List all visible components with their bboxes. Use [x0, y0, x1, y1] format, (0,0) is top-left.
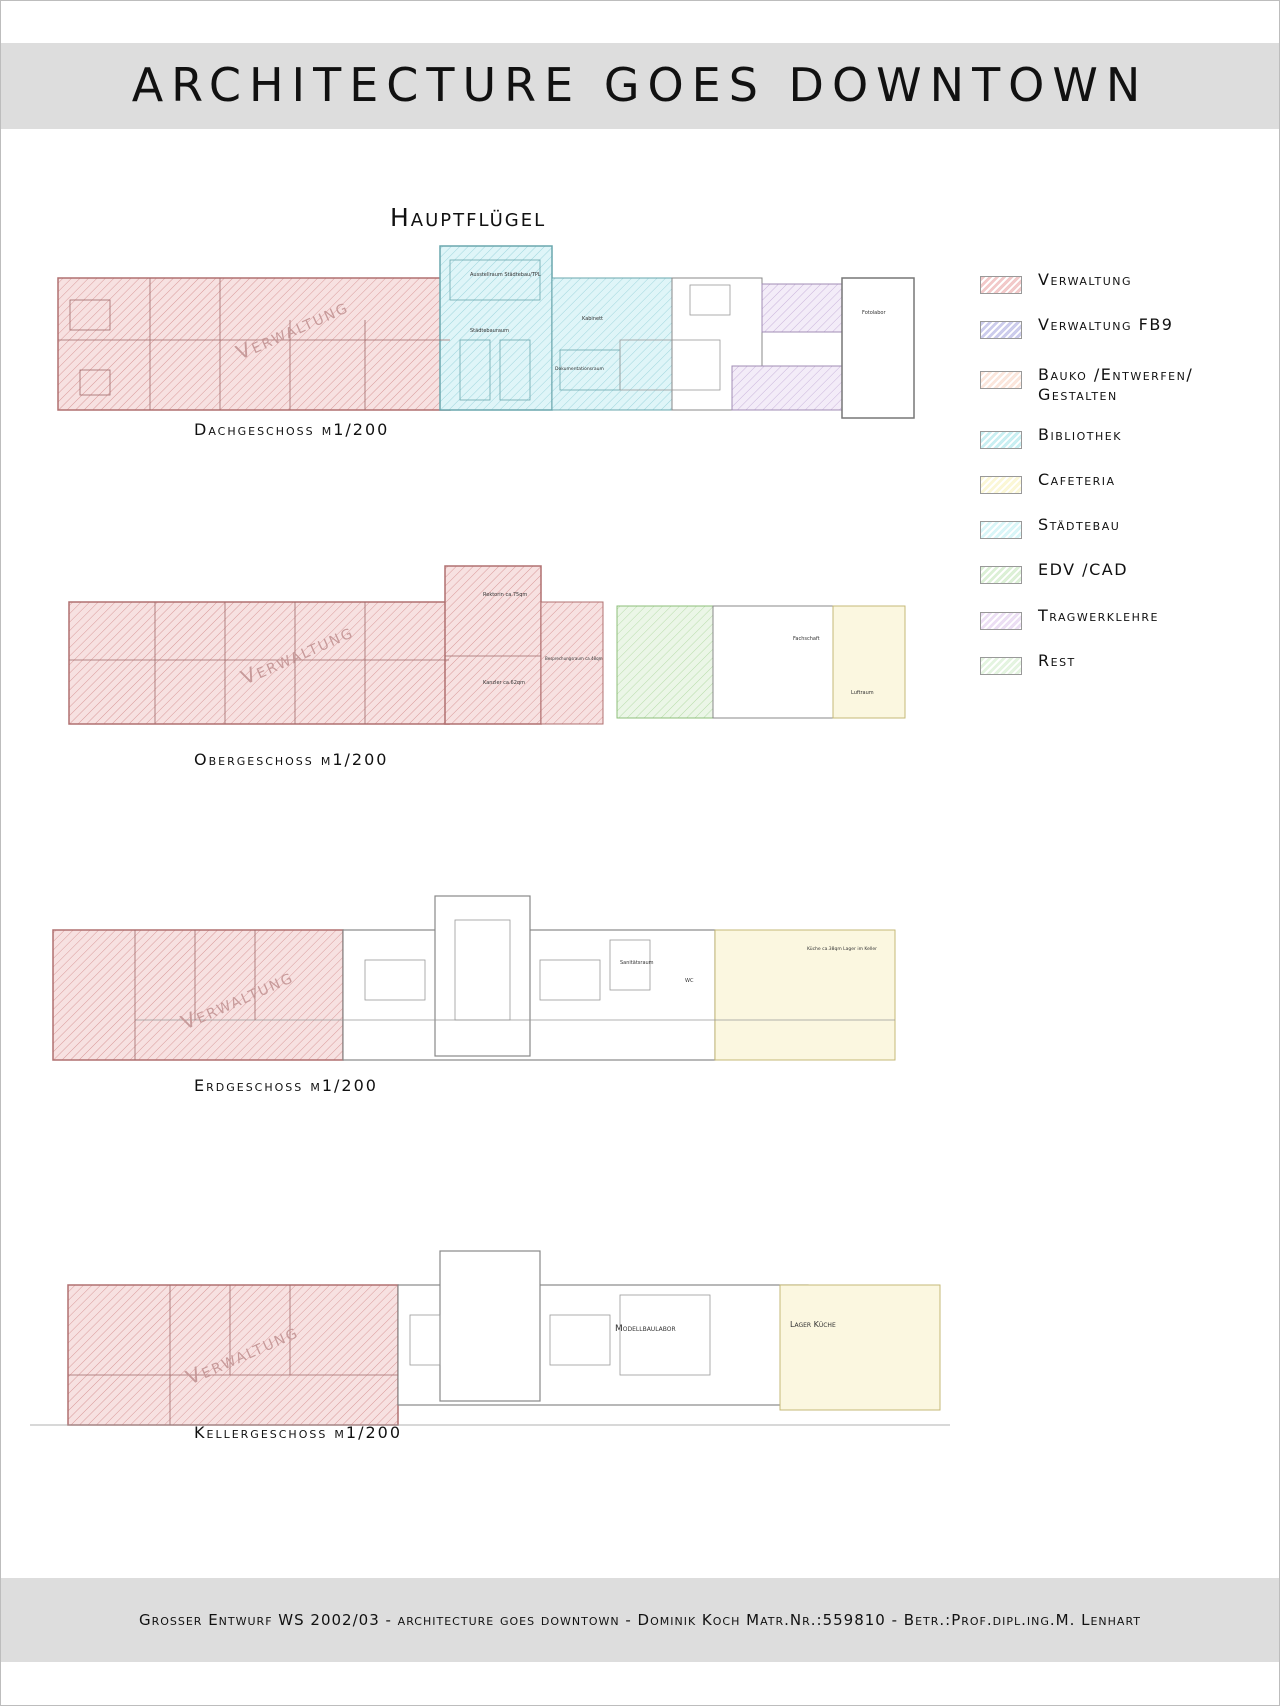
legend-label: Verwaltung FB9: [1038, 315, 1174, 334]
wing-label: Verwaltung: [182, 1318, 302, 1390]
page-title: ARCHITECTURE GOES DOWNTOWN: [131, 58, 1149, 112]
room-label: Küche ca.38qm Lager im Keller: [807, 947, 878, 952]
floor-label-obergeschoss: Obergeschoss m1/200: [194, 750, 389, 769]
room-label: Modellbaulabor: [615, 1324, 676, 1334]
section-title: Hauptflügel: [390, 203, 547, 232]
wing-label: Verwaltung: [232, 293, 352, 365]
legend-swatch: [980, 566, 1022, 584]
floor-plan-obergeschoss: [55, 560, 925, 740]
room-label: Sanitätsraum: [620, 960, 654, 966]
legend-label: Bibliothek: [1038, 425, 1122, 444]
legend-label: Cafeteria: [1038, 470, 1116, 489]
legend-swatch: [980, 371, 1022, 389]
legend-label: Städtebau: [1038, 515, 1121, 534]
room-label: Ausstellraum Städtebau/TPL: [470, 272, 541, 278]
room-label: WC: [685, 978, 694, 984]
room-label: Fachschaft: [793, 636, 820, 642]
legend-swatch: [980, 476, 1022, 494]
legend-swatch: [980, 321, 1022, 339]
floor-plan-erdgeschoss: [45, 890, 925, 1070]
legend-label: EDV /CAD: [1038, 560, 1129, 579]
room-label: Fotolabor: [862, 310, 886, 316]
legend-label: Verwaltung: [1038, 270, 1133, 289]
room-label: Lager Küche: [790, 1320, 836, 1329]
legend-swatch: [980, 276, 1022, 294]
room-label: Städtebauraum: [470, 328, 509, 334]
legend-swatch: [980, 521, 1022, 539]
room-label: Luftraum: [851, 690, 874, 696]
floor-label-dachgeschoss: Dachgeschoss m1/200: [194, 420, 390, 439]
floor-label-erdgeschoss: Erdgeschoss m1/200: [194, 1076, 378, 1095]
legend-label: Bauko /Entwerfen/ Gestalten: [1038, 365, 1194, 404]
footer-text: Grosser Entwurf WS 2002/03 - architecture goes downtown - Dominik Koch Matr.Nr.:559810 - Betr.:Prof.dipl.ing.M. Lenhart: [138, 1611, 1142, 1629]
room-label: Rektorin ca.75qm: [483, 592, 528, 598]
wing-label: Verwaltung: [177, 963, 297, 1035]
legend-label: Tragwerklehre: [1038, 606, 1159, 625]
floor-plan-kellergeschoss: [30, 1245, 950, 1430]
floor-label-kellergeschoss: Kellergeschoss m1/200: [194, 1423, 403, 1442]
room-label: Besprechungsraum ca.48qm: [545, 656, 603, 661]
wing-label: Verwaltung: [237, 618, 357, 690]
legend-swatch: [980, 612, 1022, 630]
room-label: Kanzler ca.62qm: [483, 680, 525, 686]
floor-plan-dachgeschoss: [50, 240, 930, 420]
room-label: Kabinett: [582, 316, 603, 322]
legend-swatch: [980, 431, 1022, 449]
legend-swatch: [980, 657, 1022, 675]
room-label: Dokumentationsraum: [555, 367, 604, 372]
legend-label: Rest: [1038, 651, 1076, 670]
